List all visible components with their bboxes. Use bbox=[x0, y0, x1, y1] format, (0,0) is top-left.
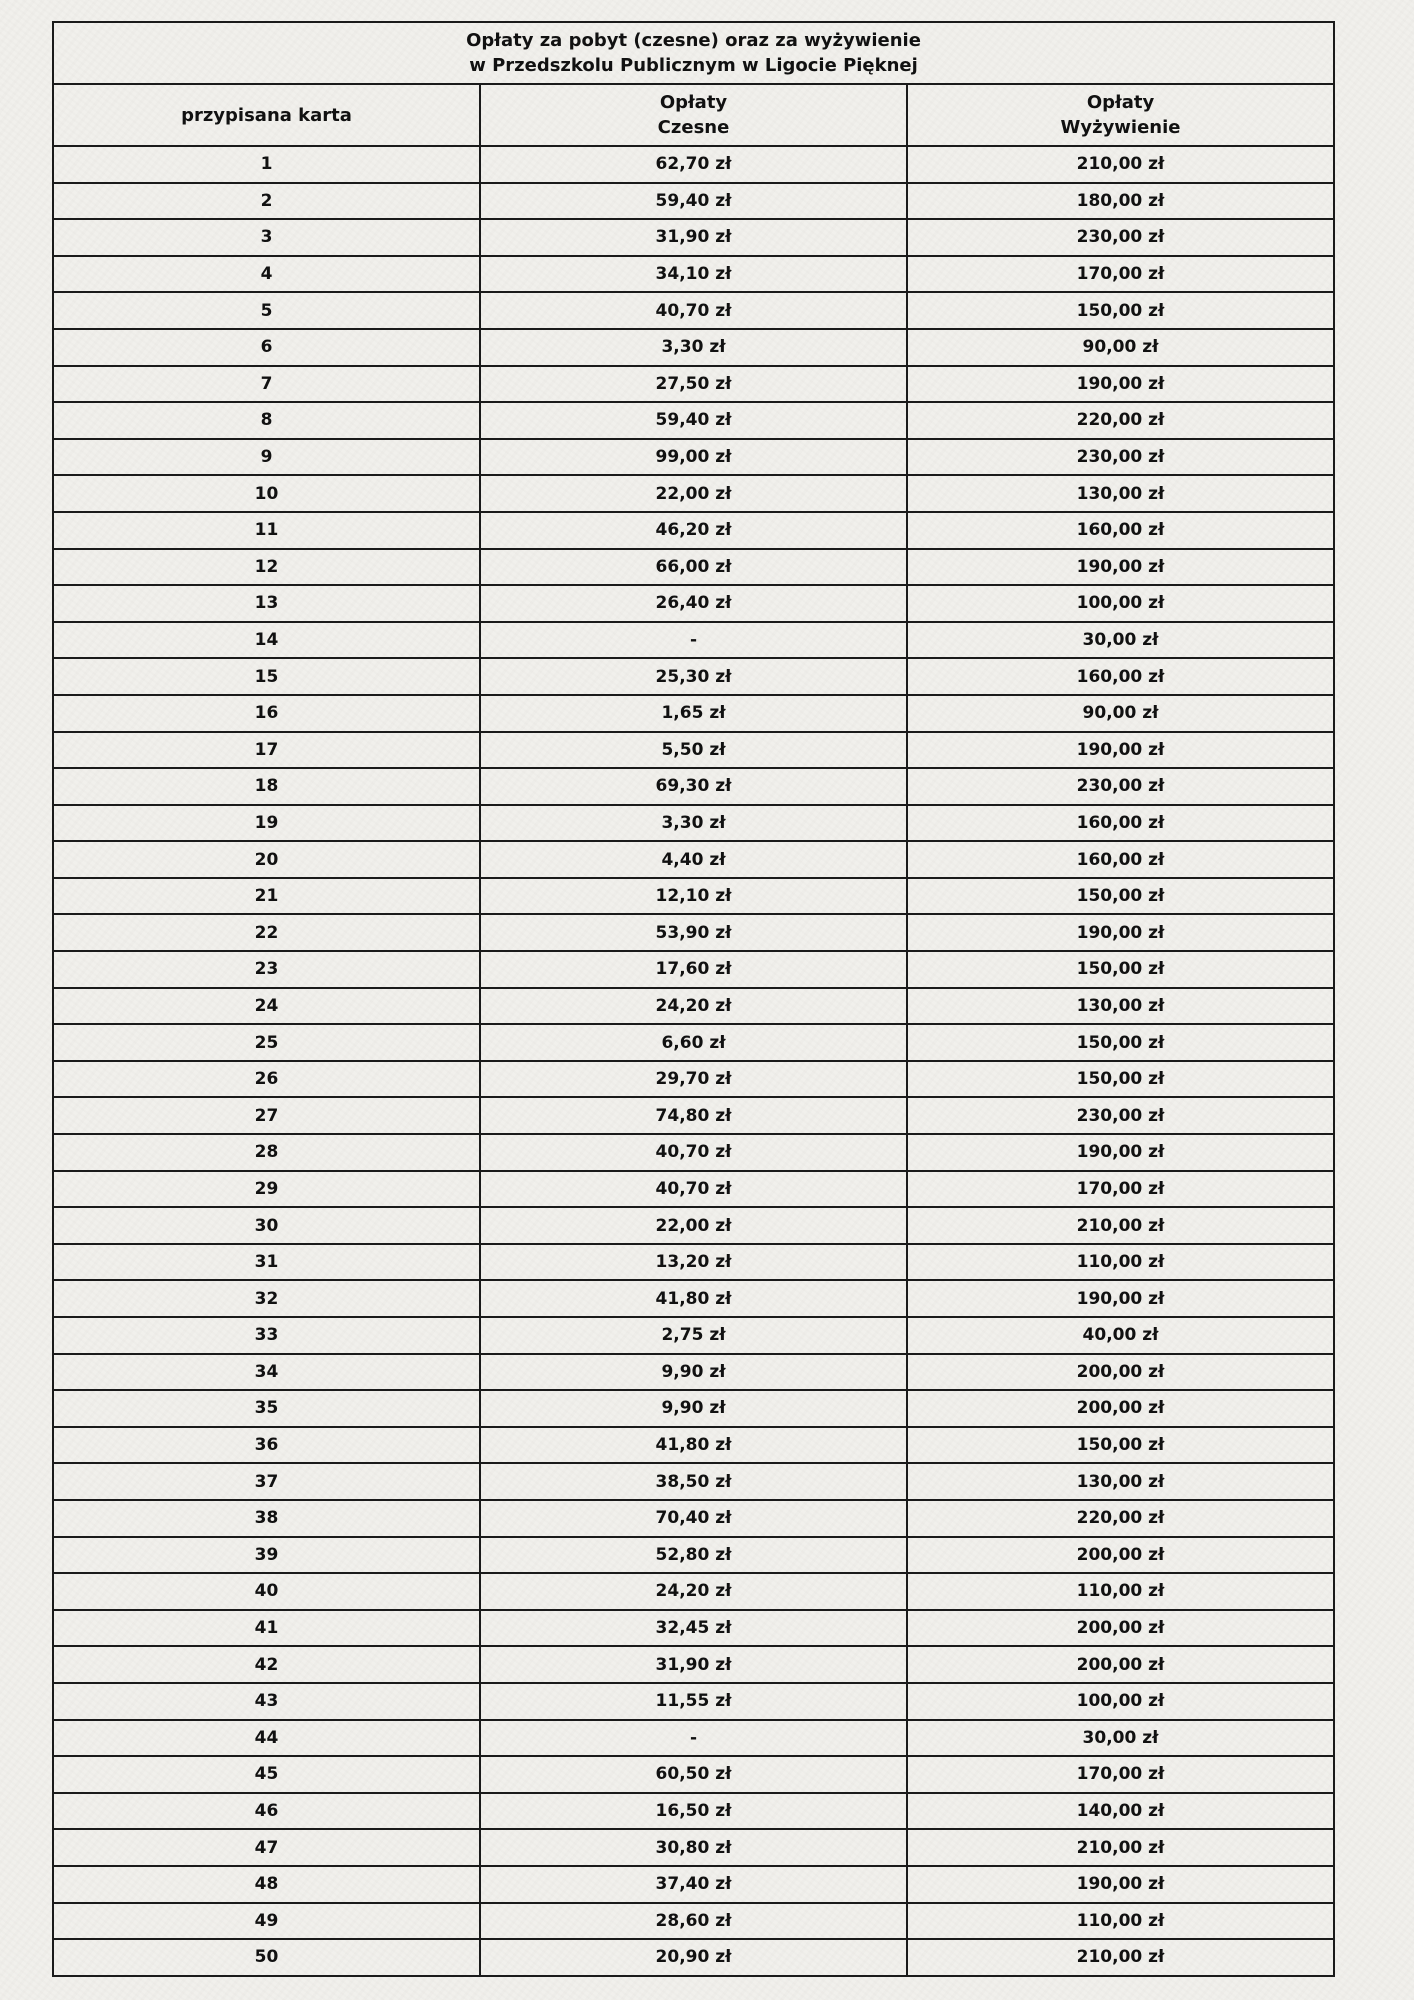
table-row bbox=[53, 402, 1334, 439]
cell-czesne: 22,00 zł bbox=[480, 1207, 907, 1244]
table-row bbox=[53, 256, 1334, 293]
cell-wyzywienie: 230,00 zł bbox=[907, 439, 1334, 476]
table-row bbox=[53, 439, 1334, 476]
cell-card: 13 bbox=[53, 585, 480, 622]
table-row bbox=[53, 1390, 1334, 1427]
cell-czesne: 59,40 zł bbox=[480, 183, 907, 220]
table-row bbox=[53, 1903, 1334, 1940]
table-row bbox=[53, 1793, 1334, 1830]
table-row bbox=[53, 1317, 1334, 1354]
cell-wyzywienie: 230,00 zł bbox=[907, 768, 1334, 805]
cell-czesne: 27,50 zł bbox=[480, 366, 907, 403]
table-row bbox=[53, 878, 1334, 915]
cell-wyzywienie: 100,00 zł bbox=[907, 585, 1334, 622]
cell-card: 48 bbox=[53, 1866, 480, 1903]
table-title bbox=[53, 22, 1334, 84]
table-row bbox=[53, 475, 1334, 512]
cell-wyzywienie: 150,00 zł bbox=[907, 292, 1334, 329]
cell-wyzywienie: 150,00 zł bbox=[907, 878, 1334, 915]
cell-czesne: 34,10 zł bbox=[480, 256, 907, 293]
table-row bbox=[53, 1683, 1334, 1720]
cell-card: 43 bbox=[53, 1683, 480, 1720]
table-row bbox=[53, 1280, 1334, 1317]
cell-card: 42 bbox=[53, 1646, 480, 1683]
cell-czesne: 17,60 zł bbox=[480, 951, 907, 988]
cell-card: 17 bbox=[53, 732, 480, 769]
cell-wyzywienie: 190,00 zł bbox=[907, 914, 1334, 951]
cell-wyzywienie: 190,00 zł bbox=[907, 366, 1334, 403]
cell-wyzywienie: 160,00 zł bbox=[907, 658, 1334, 695]
cell-wyzywienie: 110,00 zł bbox=[907, 1573, 1334, 1610]
cell-wyzywienie: 200,00 zł bbox=[907, 1354, 1334, 1391]
fees-table bbox=[52, 21, 1335, 1977]
cell-czesne: 31,90 zł bbox=[480, 1646, 907, 1683]
cell-czesne: 24,20 zł bbox=[480, 988, 907, 1025]
cell-wyzywienie: 170,00 zł bbox=[907, 1756, 1334, 1793]
cell-czesne: 5,50 zł bbox=[480, 732, 907, 769]
cell-wyzywienie: 160,00 zł bbox=[907, 805, 1334, 842]
cell-card: 9 bbox=[53, 439, 480, 476]
cell-card: 40 bbox=[53, 1573, 480, 1610]
cell-czesne: 41,80 zł bbox=[480, 1280, 907, 1317]
table-row bbox=[53, 1171, 1334, 1208]
table-row bbox=[53, 366, 1334, 403]
table-row bbox=[53, 1427, 1334, 1464]
cell-card: 44 bbox=[53, 1720, 480, 1757]
table-row bbox=[53, 1866, 1334, 1903]
table-row bbox=[53, 732, 1334, 769]
cell-czesne: 59,40 zł bbox=[480, 402, 907, 439]
cell-czesne: 40,70 zł bbox=[480, 1134, 907, 1171]
cell-wyzywienie: 210,00 zł bbox=[907, 1939, 1334, 1976]
cell-wyzywienie: 100,00 zł bbox=[907, 1683, 1334, 1720]
cell-wyzywienie: 150,00 zł bbox=[907, 1024, 1334, 1061]
cell-wyzywienie: 190,00 zł bbox=[907, 549, 1334, 586]
cell-czesne: 66,00 zł bbox=[480, 549, 907, 586]
table-header-row bbox=[53, 84, 1334, 146]
table-row bbox=[53, 329, 1334, 366]
cell-czesne: 24,20 zł bbox=[480, 1573, 907, 1610]
cell-card: 35 bbox=[53, 1390, 480, 1427]
cell-card: 29 bbox=[53, 1171, 480, 1208]
cell-card: 4 bbox=[53, 256, 480, 293]
cell-wyzywienie: 200,00 zł bbox=[907, 1390, 1334, 1427]
cell-wyzywienie: 210,00 zł bbox=[907, 146, 1334, 183]
cell-czesne: 37,40 zł bbox=[480, 1866, 907, 1903]
cell-czesne: 2,75 zł bbox=[480, 1317, 907, 1354]
cell-card: 30 bbox=[53, 1207, 480, 1244]
cell-card: 46 bbox=[53, 1793, 480, 1830]
cell-card: 36 bbox=[53, 1427, 480, 1464]
cell-wyzywienie: 130,00 zł bbox=[907, 1463, 1334, 1500]
cell-wyzywienie: 90,00 zł bbox=[907, 329, 1334, 366]
cell-card: 28 bbox=[53, 1134, 480, 1171]
cell-czesne: 16,50 zł bbox=[480, 1793, 907, 1830]
cell-card: 3 bbox=[53, 219, 480, 256]
cell-czesne: - bbox=[480, 1720, 907, 1757]
cell-card: 1 bbox=[53, 146, 480, 183]
header-czesne bbox=[480, 84, 907, 146]
cell-card: 16 bbox=[53, 695, 480, 732]
cell-wyzywienie: 150,00 zł bbox=[907, 951, 1334, 988]
fees-document bbox=[52, 21, 1333, 1977]
table-row bbox=[53, 1756, 1334, 1793]
table-row bbox=[53, 1463, 1334, 1500]
cell-wyzywienie: 220,00 zł bbox=[907, 1500, 1334, 1537]
cell-card: 25 bbox=[53, 1024, 480, 1061]
cell-card: 24 bbox=[53, 988, 480, 1025]
cell-czesne: 3,30 zł bbox=[480, 805, 907, 842]
cell-wyzywienie: 170,00 zł bbox=[907, 256, 1334, 293]
table-row bbox=[53, 1500, 1334, 1537]
cell-card: 49 bbox=[53, 1903, 480, 1940]
cell-czesne: 1,65 zł bbox=[480, 695, 907, 732]
table-title-line-1: Opłaty za pobyt (czesne) oraz za wyżywienie bbox=[466, 30, 921, 51]
cell-card: 7 bbox=[53, 366, 480, 403]
cell-czesne: 69,30 zł bbox=[480, 768, 907, 805]
cell-wyzywienie: 170,00 zł bbox=[907, 1171, 1334, 1208]
cell-card: 6 bbox=[53, 329, 480, 366]
table-title-line-2: w Przedszkolu Publicznym w Ligocie Pięknej bbox=[469, 55, 918, 76]
cell-card: 39 bbox=[53, 1537, 480, 1574]
cell-wyzywienie: 210,00 zł bbox=[907, 1829, 1334, 1866]
table-row bbox=[53, 1610, 1334, 1647]
cell-wyzywienie: 200,00 zł bbox=[907, 1537, 1334, 1574]
cell-czesne: 40,70 zł bbox=[480, 1171, 907, 1208]
header-card-label: przypisana karta bbox=[181, 104, 352, 126]
cell-wyzywienie: 110,00 zł bbox=[907, 1244, 1334, 1281]
table-row bbox=[53, 292, 1334, 329]
cell-wyzywienie: 30,00 zł bbox=[907, 1720, 1334, 1757]
table-row bbox=[53, 914, 1334, 951]
cell-card: 2 bbox=[53, 183, 480, 220]
cell-wyzywienie: 200,00 zł bbox=[907, 1646, 1334, 1683]
cell-czesne: 30,80 zł bbox=[480, 1829, 907, 1866]
table-row bbox=[53, 951, 1334, 988]
cell-card: 23 bbox=[53, 951, 480, 988]
cell-wyzywienie: 160,00 zł bbox=[907, 841, 1334, 878]
cell-czesne: 6,60 zł bbox=[480, 1024, 907, 1061]
header-czesne-line-2: Czesne bbox=[657, 117, 730, 138]
cell-card: 26 bbox=[53, 1061, 480, 1098]
cell-card: 20 bbox=[53, 841, 480, 878]
cell-wyzywienie: 130,00 zł bbox=[907, 475, 1334, 512]
cell-wyzywienie: 210,00 zł bbox=[907, 1207, 1334, 1244]
cell-card: 41 bbox=[53, 1610, 480, 1647]
cell-czesne: 12,10 zł bbox=[480, 878, 907, 915]
cell-wyzywienie: 150,00 zł bbox=[907, 1061, 1334, 1098]
cell-czesne: 22,00 zł bbox=[480, 475, 907, 512]
cell-card: 21 bbox=[53, 878, 480, 915]
table-row bbox=[53, 1646, 1334, 1683]
cell-czesne: 32,45 zł bbox=[480, 1610, 907, 1647]
table-row bbox=[53, 1061, 1334, 1098]
cell-wyzywienie: 160,00 zł bbox=[907, 512, 1334, 549]
cell-czesne: 31,90 zł bbox=[480, 219, 907, 256]
cell-card: 22 bbox=[53, 914, 480, 951]
cell-czesne: 38,50 zł bbox=[480, 1463, 907, 1500]
cell-card: 18 bbox=[53, 768, 480, 805]
cell-card: 37 bbox=[53, 1463, 480, 1500]
cell-wyzywienie: 200,00 zł bbox=[907, 1610, 1334, 1647]
cell-czesne: 11,55 zł bbox=[480, 1683, 907, 1720]
cell-czesne: 53,90 zł bbox=[480, 914, 907, 951]
table-row bbox=[53, 1720, 1334, 1757]
table-row bbox=[53, 1939, 1334, 1976]
table-row bbox=[53, 1829, 1334, 1866]
table-row bbox=[53, 146, 1334, 183]
cell-czesne: 26,40 zł bbox=[480, 585, 907, 622]
header-card bbox=[53, 84, 480, 146]
table-row bbox=[53, 549, 1334, 586]
table-row bbox=[53, 219, 1334, 256]
table-row bbox=[53, 512, 1334, 549]
table-row bbox=[53, 768, 1334, 805]
cell-czesne: 9,90 zł bbox=[480, 1354, 907, 1391]
cell-card: 19 bbox=[53, 805, 480, 842]
cell-czesne: 28,60 zł bbox=[480, 1903, 907, 1940]
cell-czesne: 25,30 zł bbox=[480, 658, 907, 695]
header-wyzywienie-line-1: Opłaty bbox=[1086, 92, 1155, 113]
cell-card: 47 bbox=[53, 1829, 480, 1866]
header-wyzywienie bbox=[907, 84, 1334, 146]
table-row bbox=[53, 695, 1334, 732]
cell-card: 33 bbox=[53, 1317, 480, 1354]
cell-czesne: 4,40 zł bbox=[480, 841, 907, 878]
cell-card: 32 bbox=[53, 1280, 480, 1317]
table-row bbox=[53, 988, 1334, 1025]
cell-wyzywienie: 130,00 zł bbox=[907, 988, 1334, 1025]
table-row bbox=[53, 1207, 1334, 1244]
cell-wyzywienie: 220,00 zł bbox=[907, 402, 1334, 439]
table-title-row bbox=[53, 22, 1334, 84]
cell-wyzywienie: 180,00 zł bbox=[907, 183, 1334, 220]
cell-wyzywienie: 190,00 zł bbox=[907, 1280, 1334, 1317]
cell-card: 10 bbox=[53, 475, 480, 512]
cell-czesne: 60,50 zł bbox=[480, 1756, 907, 1793]
cell-czesne: 29,70 zł bbox=[480, 1061, 907, 1098]
cell-czesne: 99,00 zł bbox=[480, 439, 907, 476]
cell-czesne: 70,40 zł bbox=[480, 1500, 907, 1537]
cell-card: 38 bbox=[53, 1500, 480, 1537]
cell-card: 34 bbox=[53, 1354, 480, 1391]
cell-wyzywienie: 140,00 zł bbox=[907, 1793, 1334, 1830]
cell-czesne: 41,80 zł bbox=[480, 1427, 907, 1464]
header-wyzywienie-line-2: Wyżywienie bbox=[1060, 117, 1181, 138]
cell-czesne: 3,30 zł bbox=[480, 329, 907, 366]
cell-czesne: 9,90 zł bbox=[480, 1390, 907, 1427]
header-czesne-line-1: Opłaty bbox=[659, 92, 728, 113]
cell-czesne: 13,20 zł bbox=[480, 1244, 907, 1281]
cell-card: 50 bbox=[53, 1939, 480, 1976]
table-body bbox=[53, 146, 1334, 1976]
table-row bbox=[53, 1024, 1334, 1061]
cell-card: 15 bbox=[53, 658, 480, 695]
cell-wyzywienie: 40,00 zł bbox=[907, 1317, 1334, 1354]
cell-card: 8 bbox=[53, 402, 480, 439]
cell-czesne: 40,70 zł bbox=[480, 292, 907, 329]
table-row bbox=[53, 1244, 1334, 1281]
cell-wyzywienie: 230,00 zł bbox=[907, 219, 1334, 256]
cell-card: 31 bbox=[53, 1244, 480, 1281]
table-row bbox=[53, 622, 1334, 659]
cell-wyzywienie: 30,00 zł bbox=[907, 622, 1334, 659]
cell-czesne: 52,80 zł bbox=[480, 1537, 907, 1574]
cell-wyzywienie: 90,00 zł bbox=[907, 695, 1334, 732]
table-row bbox=[53, 1537, 1334, 1574]
cell-wyzywienie: 230,00 zł bbox=[907, 1097, 1334, 1134]
cell-czesne: 74,80 zł bbox=[480, 1097, 907, 1134]
cell-wyzywienie: 190,00 zł bbox=[907, 732, 1334, 769]
cell-card: 5 bbox=[53, 292, 480, 329]
cell-czesne: 46,20 zł bbox=[480, 512, 907, 549]
cell-card: 27 bbox=[53, 1097, 480, 1134]
cell-card: 14 bbox=[53, 622, 480, 659]
table-row bbox=[53, 805, 1334, 842]
table-row bbox=[53, 585, 1334, 622]
cell-czesne: 62,70 zł bbox=[480, 146, 907, 183]
table-row bbox=[53, 1134, 1334, 1171]
table-row bbox=[53, 1354, 1334, 1391]
cell-card: 12 bbox=[53, 549, 480, 586]
table-row bbox=[53, 1097, 1334, 1134]
table-row bbox=[53, 658, 1334, 695]
cell-card: 11 bbox=[53, 512, 480, 549]
cell-czesne: 20,90 zł bbox=[480, 1939, 907, 1976]
cell-czesne: - bbox=[480, 622, 907, 659]
cell-wyzywienie: 150,00 zł bbox=[907, 1427, 1334, 1464]
cell-wyzywienie: 190,00 zł bbox=[907, 1134, 1334, 1171]
table-row bbox=[53, 183, 1334, 220]
cell-wyzywienie: 110,00 zł bbox=[907, 1903, 1334, 1940]
cell-card: 45 bbox=[53, 1756, 480, 1793]
table-row bbox=[53, 1573, 1334, 1610]
cell-wyzywienie: 190,00 zł bbox=[907, 1866, 1334, 1903]
table-row bbox=[53, 841, 1334, 878]
